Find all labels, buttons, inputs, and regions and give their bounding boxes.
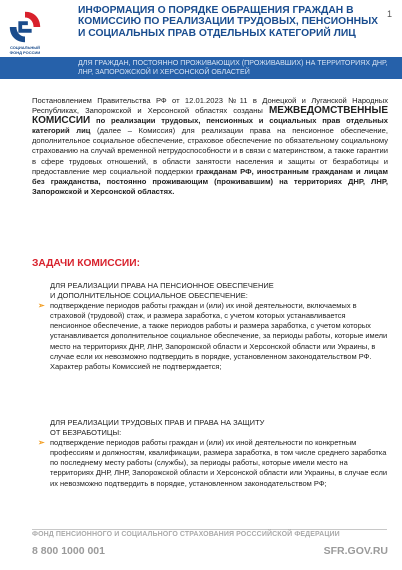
- task-text: подтверждение периодов работы граждан и (или) их иной деятельности по конкретным профессиям и должностям, квалификации, размера заработка, в том числе среднего заработка по последнему месту работы (службы), за периоды работы, которые имели место на территориях ДНР, ЛНР, Запорожской области и Херсонской области или Украины, в случае если их невозможно подтвердить в порядке, установленном законодательством РФ;: [50, 438, 388, 488]
- intro-text-4: гражданам РФ, иностранным гражданам и лицам без гражданства, постоянно проживающим (проживавшим) на территориях ДНР, ЛНР, Запорожской и Херсонской областях.: [32, 166, 388, 196]
- logo-label: СОЦИАЛЬНЫЙ ФОНД РОССИИ: [9, 45, 41, 55]
- intro-text-1: Постановлением Правительства РФ от 12.01.2023 №11 в Донецкой и Луганской Народных Республиках, Запорожской и Херсонской областях созданы: [32, 96, 388, 116]
- intro-highlight: МЕЖВЕДОМСТВЕННЫЕ КОМИССИИ: [32, 105, 388, 127]
- task-heading: ДЛЯ РЕАЛИЗАЦИИ ТРУДОВЫХ ПРАВ И ПРАВА НА ЗАЩИТУ: [50, 418, 265, 427]
- footer-organization: ФОНД ПЕНСИОННОГО И СОЦИАЛЬНОГО СТРАХОВАНИЯ РОСССИЙСКОЙ ФЕДЕРАЦИИ: [32, 531, 340, 538]
- task-block-pension: [38, 281, 388, 372]
- task-heading: ДЛЯ РЕАЛИЗАЦИИ ПРАВА НА ПЕНСИОННОЕ ОБЕСПЕЧЕНИЕ: [50, 281, 274, 290]
- task-item: [38, 301, 388, 372]
- intro-paragraph: [32, 96, 388, 197]
- task-block-labor: [38, 418, 388, 489]
- audience-band: [0, 57, 402, 79]
- section-title: ЗАДАЧИ КОМИССИИ:: [32, 258, 140, 269]
- page-title: ИНФОРМАЦИЯ О ПОРЯДКЕ ОБРАЩЕНИЯ ГРАЖДАН В КОМИССИЮ ПО РЕАЛИЗАЦИИ ТРУДОВЫХ, ПЕНСИОННЫХ И СОЦИАЛЬНЫХ ПРАВ ОТДЕЛЬНЫХ КАТЕГОРИЙ ЛИЦ: [78, 5, 379, 39]
- task-heading: ОТ БЕЗРАБОТИЦЫ:: [50, 428, 122, 438]
- task-item: [38, 438, 388, 488]
- audience-text: ДЛЯ ГРАЖДАН, ПОСТОЯННО ПРОЖИВАЮЩИХ (ПРОЖИВАВШИХ) НА ТЕРРИТОРИЯХ ДНР, ЛНР, ЗАПОРОЖСКОЙ И ХЕРСОНСКОЙ ОБЛАСТЕЙ: [78, 59, 388, 76]
- intro-text-2: по реализации трудовых, пенсионных и социальных прав отдельных категорий лиц: [32, 116, 388, 136]
- footer-phone: 8 800 1000 001: [32, 545, 105, 557]
- intro-text-3: (далее – Комиссия) для реализации права на пенсионное обеспечение, дополнительное социальное обеспечение, страховое обеспечение по обязательному социальному страхованию на случай временной нетрудоспособности и в связи с материнством, а также гарантии в сфере трудовых отношений, в области занятости населения и защиты от безработицы и предоставление мер социальной поддержки: [32, 126, 388, 176]
- footer-divider: [32, 529, 387, 530]
- arrow-bullet-icon: ➢: [38, 438, 45, 448]
- task-heading: И ДОПОЛНИТЕЛЬНОЕ СОЦИАЛЬНОЕ ОБЕСПЕЧЕНИЕ:: [50, 291, 248, 301]
- sfr-logo-icon: [6, 8, 44, 46]
- task-text: подтверждение периодов работы граждан и (или) их иной деятельности, включаемых в страховой (трудовой) стаж, и размера заработка, с учетом которых устанавливается пенсионное обеспечение, а также периодов работы и размера заработка, с учетом которых устанавливается дополнительное социальное обеспечение, за периоды работы, которые имели место на территориях ДНР, ЛНР, Запорожской области и Херсонской области или Украины, в случае если их невозможно подтвердить в порядке, установленном законодательством РФ. Характер работы Комиссией не подтверждается;: [50, 301, 388, 371]
- page-number: 1: [386, 9, 392, 19]
- arrow-bullet-icon: ➢: [38, 301, 45, 311]
- header: [0, 0, 402, 56]
- footer-website: SFR.GOV.RU: [323, 545, 388, 557]
